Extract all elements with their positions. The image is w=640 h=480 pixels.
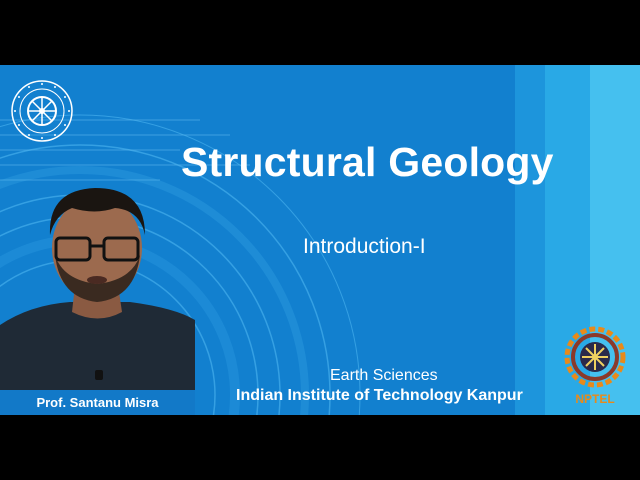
slide-title: Structural Geology: [181, 139, 554, 185]
institute-label: Indian Institute of Technology Kanpur: [236, 387, 523, 404]
nptel-logo-icon: [560, 323, 630, 409]
iitk-logo-icon: [10, 79, 74, 143]
nptel-label: NPTEL: [575, 392, 615, 406]
presenter-video: [0, 180, 195, 390]
slide-subtitle: Introduction-I: [303, 235, 426, 258]
department-label: Earth Sciences: [330, 367, 438, 384]
letterbox-bottom: [0, 415, 640, 480]
lecture-slide: [0, 65, 640, 415]
presenter-name: Prof. Santanu Misra: [0, 390, 195, 415]
letterbox-top: [0, 0, 640, 65]
